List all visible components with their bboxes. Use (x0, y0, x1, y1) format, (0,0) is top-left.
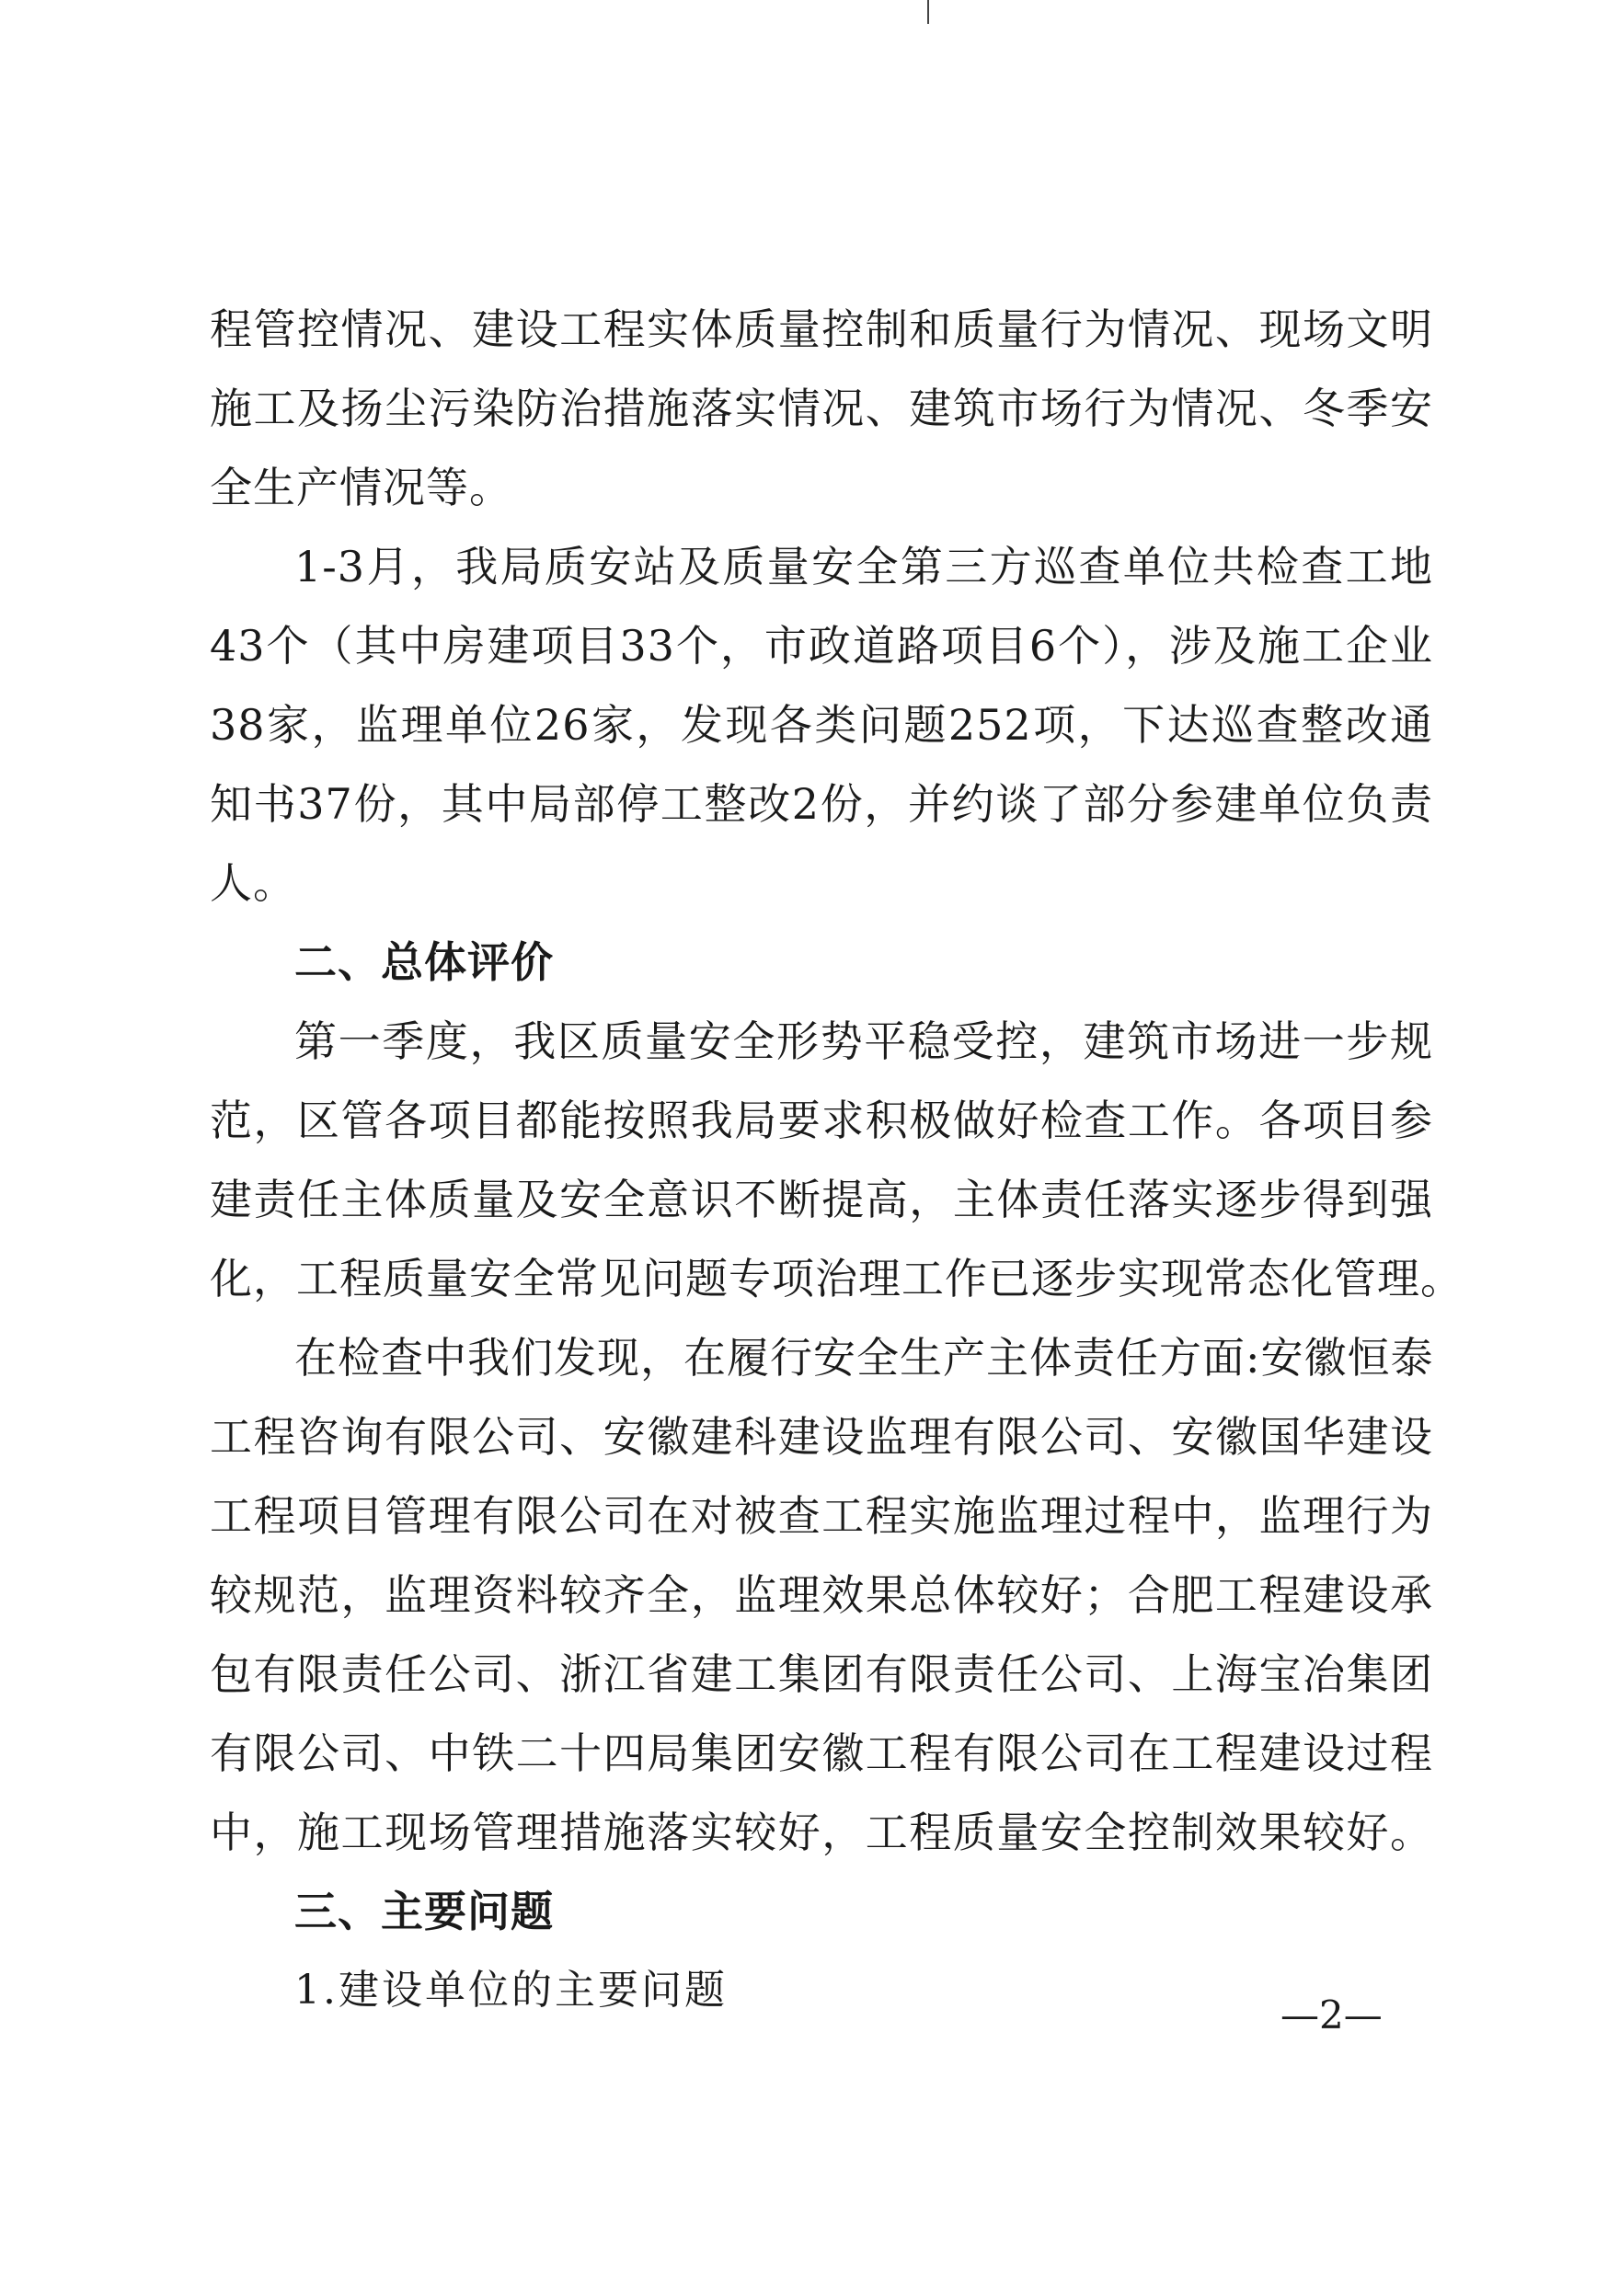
paragraph-line: 38家，监理单位26家，发现各类问题252项，下达巡查整改通 (210, 700, 1433, 750)
paragraph-line: 程管控情况、建设工程实体质量控制和质量行为情况、现场文明 (210, 304, 1433, 354)
paragraph-line: 较规范，监理资料较齐全，监理效果总体较好；合肥工程建设承 (210, 1570, 1433, 1620)
paragraph-line: 在检查中我们发现，在履行安全生产主体责任方面:安徽恒泰 (294, 1333, 1434, 1383)
paragraph-line: 有限公司、中铁二十四局集团安徽工程有限公司在工程建设过程 (210, 1728, 1433, 1778)
paragraph-line: 范，区管各项目都能按照我局要求积极做好检查工作。各项目参 (210, 1096, 1433, 1145)
page-number: —2— (1280, 1992, 1383, 2038)
paragraph-line: 工程项目管理有限公司在对被查工程实施监理过程中，监理行为 (210, 1491, 1433, 1541)
paragraph-line: 中，施工现场管理措施落实较好，工程质量安全控制效果较好。 (210, 1808, 1433, 1857)
paragraph-line: 施工及扬尘污染防治措施落实情况、建筑市场行为情况、冬季安 (210, 384, 1433, 433)
paragraph-line: 包有限责任公司、浙江省建工集团有限责任公司、上海宝冶集团 (210, 1649, 1433, 1699)
paragraph-line: 1-3月，我局质安站及质量安全第三方巡查单位共检查工地 (294, 542, 1433, 591)
section-heading-overall-evaluation: 二、总体评价 (294, 937, 554, 987)
document-body (210, 290, 1464, 2030)
scan-mark (927, 0, 929, 24)
subsection-heading-construction-unit: 1.建设单位的主要问题 (294, 1967, 728, 2014)
paragraph-line: 第一季度，我区质量安全形势平稳受控，建筑市场进一步规 (294, 1016, 1433, 1066)
paragraph-line: 建责任主体质量及安全意识不断提高，主体责任落实逐步得到强 (210, 1175, 1433, 1224)
section-heading-main-problems: 三、主要问题 (294, 1887, 554, 1936)
paragraph-line: 工程咨询有限公司、安徽建科建设监理有限公司、安徽国华建设 (210, 1412, 1433, 1462)
paragraph-line: 43个（其中房建项目33个，市政道路项目6个），涉及施工企业 (210, 621, 1433, 671)
paragraph-line: 知书37份，其中局部停工整改2份，并约谈了部分参建单位负责 (210, 779, 1433, 829)
paragraph-line: 全生产情况等。 (210, 463, 512, 512)
paragraph-line: 人。 (210, 858, 296, 908)
paragraph-line: 化，工程质量安全常见问题专项治理工作已逐步实现常态化管理。 (210, 1254, 1464, 1303)
